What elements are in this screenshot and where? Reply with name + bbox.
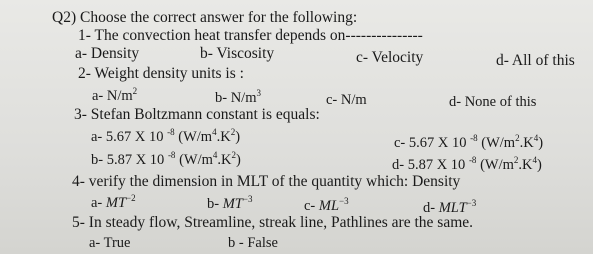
q1-option-a: a- Density bbox=[75, 45, 140, 62]
q3-option-c: c- 5.67 X 10 $^{-8}$ $(W/m^2.K^4)$ bbox=[394, 133, 544, 151]
q2-option-a: a- $N/m^2$ bbox=[92, 86, 138, 104]
q4-option-a: a- $MT^{-2}$ bbox=[91, 193, 136, 211]
q5-option-b: b - False bbox=[228, 235, 278, 251]
q5-option-a: a- True bbox=[89, 235, 131, 251]
q4-option-d: d- $MLT^{-3}$ bbox=[423, 198, 477, 216]
q1-option-c: c- Velocity bbox=[356, 49, 424, 66]
q1-option-d: d- All of this bbox=[496, 52, 575, 69]
q2-stem: 2- Weight density units is : bbox=[78, 65, 244, 82]
q1-option-b: b- Viscosity bbox=[200, 45, 275, 62]
question-header: Q2) Choose the correct answer for the following: bbox=[52, 9, 358, 26]
q5-stem: 5- In steady flow, Streamline, streak line, Pathlines are the same. bbox=[72, 214, 474, 231]
q3-stem: 3- Stefan Boltzmann constant is equals: bbox=[74, 106, 320, 123]
q2-option-d: d- None of this bbox=[449, 94, 537, 110]
q4-stem: 4- verify the dimension in MLT of the quantity which: Density bbox=[72, 173, 461, 190]
q3-option-b: b- 5.87 X 10 $^{-8}$ $(W/m^4.K^2)$ bbox=[91, 150, 241, 168]
q4-option-c: c- $ML^{-3}$ bbox=[304, 196, 349, 214]
q3-option-a: a- 5.67 X 10 $^{-8}$ $(W/m^4.K^2)$ bbox=[91, 127, 241, 145]
q2-option-c: c- N/m bbox=[326, 92, 367, 108]
q1-stem: 1- The convection heat transfer depends on--------------- bbox=[78, 27, 423, 44]
q3-option-d: d- 5.87 X 10 $^{-8}$ $(W/m^2.K^4)$ bbox=[392, 155, 542, 173]
q2-option-b: b- $N/m^3$ bbox=[215, 88, 261, 106]
q4-option-b: b- $MT^{-3}$ bbox=[207, 194, 253, 212]
